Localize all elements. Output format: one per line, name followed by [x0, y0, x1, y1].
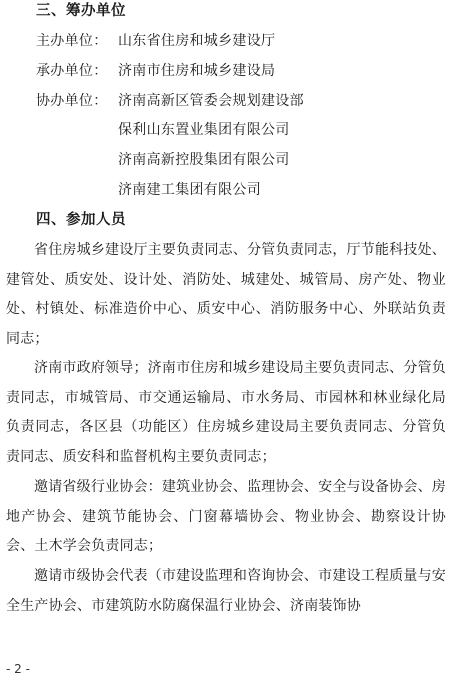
page-number: - 2 -	[6, 662, 30, 676]
organizer-line	[36, 61, 275, 81]
organizer-label: 承办单位：	[36, 63, 108, 79]
participants-paragraph: 济南市政府领导；济南市住房和城乡建设局主要负责同志、分管负责同志，市城管局、市交通运输局、市水务局、市园林和林业绿化局负责同志，各区县（功能区）住房城乡建设局主要负责同志、分管负责同志、质安科和监督机构主要负责同志；	[6, 360, 446, 465]
host-organizer: 山东省住房和城乡建设厅	[118, 33, 276, 49]
host-label: 主办单位：	[36, 33, 108, 49]
coorganizer-item: 保利山东置业集团有限公司	[118, 122, 290, 138]
section-heading-participants: 四、参加人员	[36, 212, 126, 228]
organizer: 济南市住房和城乡建设局	[118, 63, 276, 79]
host-organizer-line	[36, 31, 275, 51]
coorganizer-line	[36, 91, 304, 111]
coorganizer-label: 协办单位：	[36, 93, 108, 109]
participants-paragraph: 省住房城乡建设厅主要负责同志、分管负责同志，厅节能科技处、建管处、质安处、设计处、消防处、城建处、城管局、房产处、物业处、村镇处、标准造价中心、质安中心、消防服务中心、外联站负责同志；	[6, 242, 446, 347]
coorganizer-item: 济南高新控股集团有限公司	[118, 152, 290, 168]
participants-paragraph: 邀请市级协会代表（市建设监理和咨询协会、市建设工程质量与安全生产协会、市建筑防水防腐保温行业协会、济南装饰协	[6, 568, 446, 614]
section-heading-organizers: 三、筹办单位	[36, 3, 126, 19]
coorganizer-item: 济南建工集团有限公司	[118, 182, 261, 198]
coorganizer-item: 济南高新区管委会规划建设部	[118, 93, 304, 109]
participants-paragraph: 邀请省级行业协会：建筑业协会、监理协会、安全与设备协会、房地产协会、建筑节能协会、门窗幕墙协会、物业协会、勘察设计协会、土木学会负责同志；	[6, 479, 446, 555]
